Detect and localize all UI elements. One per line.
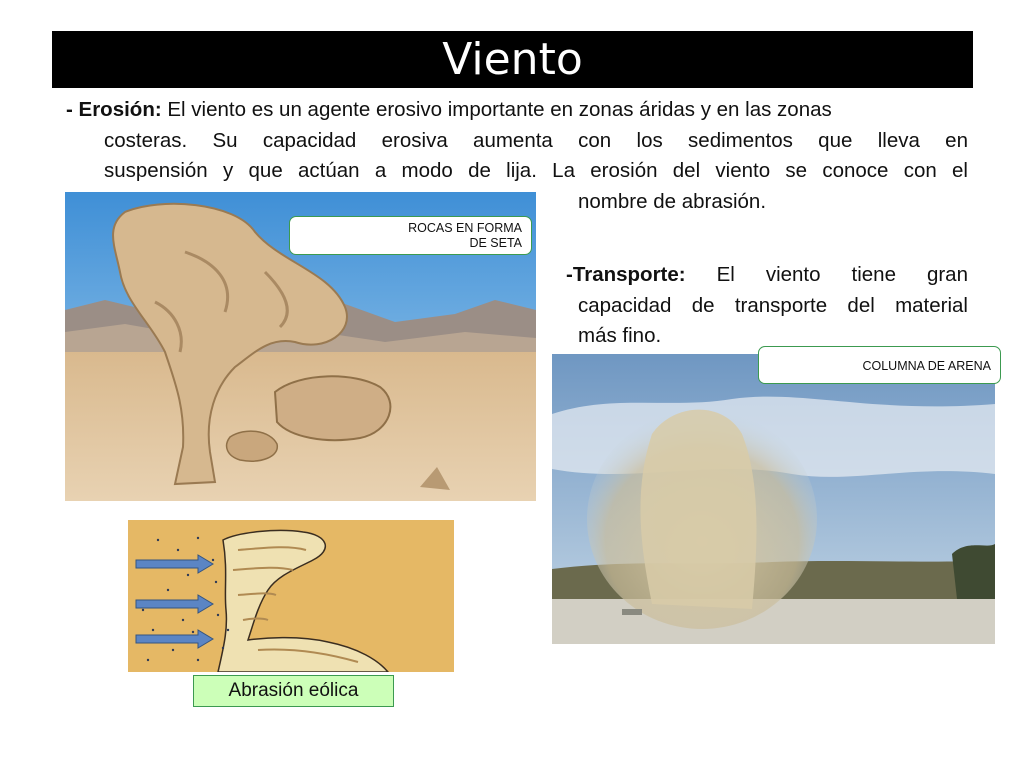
erosion-label: - Erosión:: [66, 98, 162, 121]
rocks-callout-line-1: ROCAS EN FORMA: [408, 221, 522, 235]
transporte-line-3: más fino.: [578, 324, 662, 347]
transporte-text-1: El viento tiene gran: [716, 263, 968, 286]
diagram-caption: Abrasión eólica: [193, 675, 394, 707]
sand-column-callout: [758, 346, 1001, 384]
erosion-text-1: El viento es un agente erosivo importante en zonas áridas y en las zonas: [167, 98, 832, 121]
erosion-line-2: costeras. Su capacidad erosiva aumenta con los sedimentos que lleva en: [104, 129, 968, 152]
erosion-line-1: [66, 95, 968, 126]
sand-column-callout-text: COLUMNA DE ARENA: [862, 359, 991, 373]
transporte-line-2: capacidad de transporte del material: [578, 294, 968, 317]
erosion-line-3: suspensión y que actúan a modo de lija. La erosión del viento se conoce con el: [104, 159, 968, 182]
wind-abrasion-diagram: [128, 520, 454, 672]
rocks-callout-line-2: DE SETA: [469, 236, 522, 250]
erosion-line-4: nombre de abrasión.: [578, 190, 767, 213]
rocks-callout: [289, 216, 532, 255]
transporte-line-1: [566, 260, 968, 291]
slide-title: Viento: [52, 31, 973, 88]
dust-devil-photo: [552, 354, 995, 644]
transporte-label: -Transporte:: [566, 263, 686, 286]
